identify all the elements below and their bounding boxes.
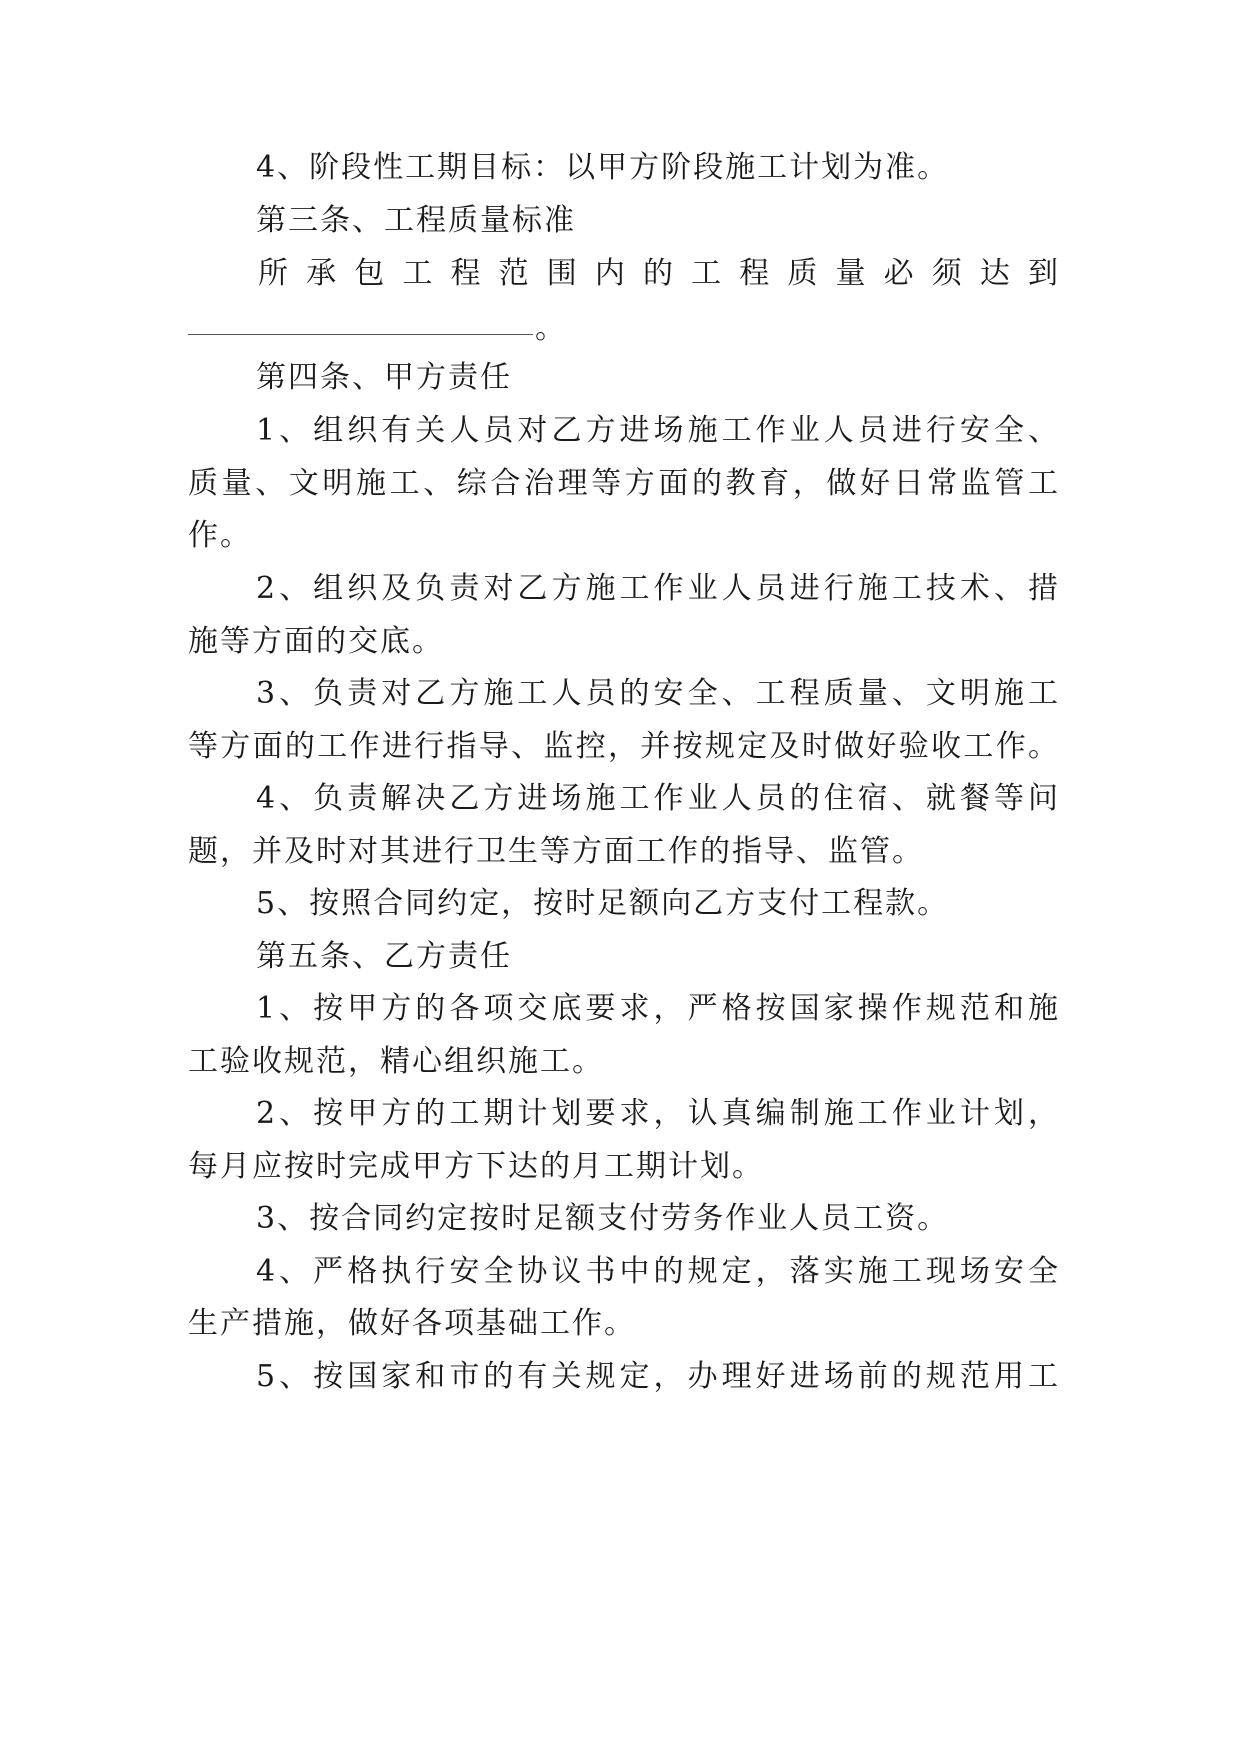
paragraph-line: 工验收规范，精心组织施工。 [188, 1044, 604, 1079]
paragraph-line: 1、按甲方的各项交底要求，严格按国家操作规范和施 [256, 991, 1058, 1026]
paragraph-line: 2、组织及负责对乙方施工作业人员进行施工技术、措 [256, 571, 1058, 606]
section-heading: 第三条、工程质量标准 [256, 203, 576, 238]
paragraph-line: 5、按国家和市的有关规定，办理好进场前的规范用工 [256, 1359, 1058, 1394]
paragraph-line: 施等方面的交底。 [188, 624, 444, 659]
paragraph-line: 质量、文明施工、综合治理等方面的教育，做好日常监管工 [188, 466, 1058, 501]
paragraph-line: 1、组织有关人员对乙方进场施工作业人员进行安全、 [256, 413, 1058, 448]
paragraph-line: 题，并及时对其进行卫生等方面工作的指导、监管。 [188, 834, 924, 869]
paragraph-line: 。 [535, 311, 567, 346]
paragraph-line: 3、按合同约定按时足额支付劳务作业人员工资。 [256, 1201, 950, 1236]
paragraph-line: 生产措施，做好各项基础工作。 [188, 1306, 636, 1341]
paragraph-line: 等方面的工作进行指导、监控，并按规定及时做好验收工作。 [188, 729, 1058, 764]
paragraph-line: 5、按照合同约定，按时足额向乙方支付工程款。 [256, 886, 950, 921]
paragraph-line: 4、阶段性工期目标：以甲方阶段施工计划为准。 [256, 150, 950, 185]
paragraph-line: 2、按甲方的工期计划要求，认真编制施工作业计划， [256, 1096, 1058, 1131]
paragraph-line: 所承包工程范围内的工程质量必须达到 [258, 256, 1058, 291]
fill-in-blank [188, 334, 533, 335]
paragraph-line: 作。 [188, 518, 252, 553]
section-heading: 第五条、乙方责任 [256, 939, 512, 974]
paragraph-line: 3、负责对乙方施工人员的安全、工程质量、文明施工 [256, 676, 1058, 711]
paragraph-line: 每月应按时完成甲方下达的月工期计划。 [188, 1149, 764, 1184]
paragraph-line: 4、负责解决乙方进场施工作业人员的住宿、就餐等问 [256, 781, 1058, 816]
section-heading: 第四条、甲方责任 [256, 360, 512, 395]
paragraph-line: 4、严格执行安全协议书中的规定，落实施工现场安全 [256, 1254, 1058, 1289]
